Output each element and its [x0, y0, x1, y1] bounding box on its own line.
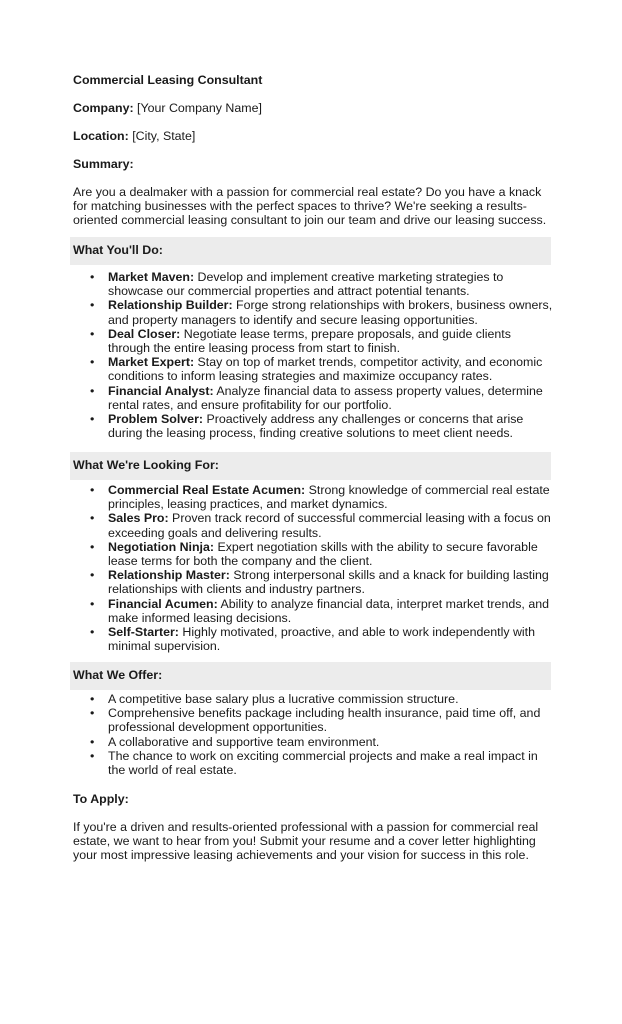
apply-heading: To Apply: — [73, 792, 129, 806]
item-text: Ability to analyze financial data, interpret market trends, and make informed leasing decisions. — [108, 596, 549, 625]
list-item — [108, 384, 553, 412]
what-youll-do-list — [108, 270, 553, 440]
section-heading: What We're Looking For: — [73, 458, 219, 472]
item-term: Deal Closer: — [108, 326, 181, 341]
list-item — [108, 483, 553, 511]
section-heading: What We Offer: — [73, 668, 163, 682]
location-value: [City, State] — [128, 129, 196, 143]
item-term: Relationship Master: — [108, 568, 230, 583]
list-item — [108, 355, 553, 383]
item-text: Analyze financial data to assess property values, determine rental rates, and ensure profitability for our portfolio. — [108, 383, 543, 412]
we-offer-list — [108, 692, 553, 777]
list-item: • A competitive base salary plus a lucrative commission structure. — [108, 692, 553, 706]
item-term: Self-Starter: — [108, 625, 179, 640]
document-title: Commercial Leasing Consultant — [73, 73, 263, 87]
looking-for-list — [108, 483, 553, 653]
company-label: Company: — [73, 101, 134, 115]
item-term: Financial Analyst: — [108, 383, 214, 398]
list-item — [108, 412, 553, 440]
summary-heading: Summary: — [73, 157, 134, 171]
location-label: Location: — [73, 129, 129, 143]
list-item — [108, 298, 553, 326]
item-text: Proven track record of successful commercial leasing with a focus on exceeding goals and delivering results. — [108, 511, 551, 540]
item-term: Commercial Real Estate Acumen: — [108, 483, 306, 497]
item-term: Market Expert: — [108, 355, 195, 370]
section-header-looking-for — [70, 452, 551, 480]
item-text: Stay on top of market trends, competitor activity, and economic conditions to inform leasing strategies and maximize occupancy rates. — [108, 355, 543, 384]
list-item — [108, 511, 553, 539]
item-text: Negotiate lease terms, prepare proposals, and guide clients through the entire leasing process from start to finish. — [108, 326, 511, 356]
apply-text: If you're a driven and results-oriented professional with a passion for commercial real estate, we want to hear from you! Submit your resume and a cover letter highlighting your most impressive leasing achievements and your vision for success in this role. — [73, 820, 539, 863]
item-text: Proactively address any challenges or concerns that arise during the leasing process, finding creative solutions to meet client needs. — [108, 412, 524, 441]
summary-text: Are you a dealmaker with a passion for commercial real estate? Do you have a knack for matching businesses with the perfect spaces to thrive? We're seeking a results-oriented commercial leasing consultant to join our team and drive our leasing success. — [73, 185, 547, 228]
list-item — [108, 568, 553, 596]
item-term: Sales Pro: — [108, 511, 169, 526]
item-text: Strong knowledge of commercial real estate principles, leasing practices, and market dynamics. — [108, 483, 550, 512]
section-header-we-offer — [70, 662, 551, 690]
item-text: Highly motivated, proactive, and able to work independently with minimal supervision. — [108, 625, 536, 654]
list-item — [108, 327, 553, 355]
section-heading: What You'll Do: — [73, 243, 163, 257]
item-term: Market Maven: — [108, 270, 195, 284]
item-term: Negotiation Ninja: — [108, 539, 215, 554]
list-item: • Comprehensive benefits package including health insurance, paid time off, and professional development opportunities. — [108, 706, 553, 734]
item-term: Problem Solver: — [108, 412, 204, 427]
list-item: • The chance to work on exciting commercial projects and make a real impact in the world of real estate. — [108, 749, 553, 777]
list-item — [108, 540, 553, 568]
list-item: • A collaborative and supportive team environment. — [108, 735, 553, 749]
item-term: Relationship Builder: — [108, 298, 233, 313]
item-text: Strong interpersonal skills and a knack for building lasting relationships with clients and industry partners. — [108, 568, 549, 597]
list-item — [108, 270, 553, 298]
company-value: [Your Company Name] — [133, 101, 262, 115]
item-text: Forge strong relationships with brokers, business owners, and property managers to identify and secure leasing opportunities. — [108, 298, 553, 327]
item-text: Develop and implement creative marketing strategies to showcase our commercial properties and attract potential tenants. — [108, 270, 504, 299]
list-item — [108, 597, 553, 625]
section-header-what-youll-do — [70, 237, 551, 265]
item-term: Financial Acumen: — [108, 596, 218, 611]
item-text: Expert negotiation skills with the ability to secure favorable lease terms for both the company and the client. — [108, 539, 538, 569]
company-line — [73, 101, 551, 115]
location-line — [73, 129, 551, 143]
list-item — [108, 625, 553, 653]
